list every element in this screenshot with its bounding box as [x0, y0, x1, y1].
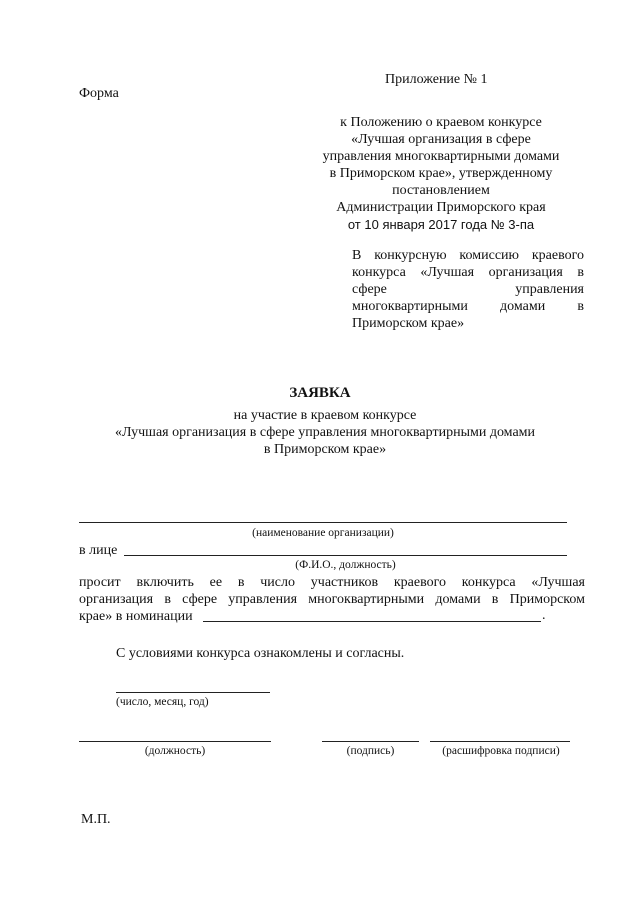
signature-field[interactable]: [322, 741, 419, 742]
nomination-label: крае» в номинации: [79, 609, 193, 624]
appendix-title: Приложение № 1: [385, 72, 488, 87]
request-line: просит включить ее в число участников краевого конкурса «Лучшая: [79, 575, 585, 590]
date-field[interactable]: [116, 692, 270, 693]
signature-decoding-caption: (расшифровка подписи): [442, 745, 560, 757]
org-name-caption: (наименование организации): [252, 527, 394, 539]
position-field[interactable]: [79, 741, 271, 742]
recipient-line: многоквартирными домами в: [352, 299, 584, 314]
appendix-line: управления многоквартирными домами: [322, 149, 560, 164]
person-field[interactable]: [124, 555, 567, 556]
recipient-line: конкурса «Лучшая организация в: [352, 265, 584, 280]
application-subtitle: [80, 407, 570, 458]
subtitle-line: на участие в краевом конкурсе: [233, 408, 417, 423]
signature-caption: (подпись): [346, 745, 395, 757]
appendix-line: постановлением: [392, 183, 490, 198]
recipient-line: Приморском крае»: [352, 316, 465, 331]
agreement-text: С условиями конкурса ознакомлены и согласны.: [116, 646, 405, 661]
subtitle-line: в Приморском крае»: [263, 442, 387, 457]
appendix-line: «Лучшая организация в сфере: [351, 132, 531, 147]
appendix-reference: [300, 114, 582, 233]
appendix-line: в Приморском крае», утвержденному: [329, 166, 553, 181]
person-label: в лице: [79, 543, 118, 558]
date-caption: (число, месяц, год): [116, 696, 209, 708]
appendix-line: к Положению о краевом конкурсе: [340, 115, 542, 130]
nomination-field[interactable]: [203, 621, 541, 622]
org-name-field[interactable]: [79, 522, 567, 523]
decree-line: от 10 января 2017 года № 3-па: [347, 217, 535, 232]
nomination-period: .: [542, 608, 546, 623]
request-line: организация в сфере управления многоквартирными домами в Приморском: [79, 592, 585, 607]
position-caption: (должность): [144, 745, 206, 757]
application-title: ЗАЯВКА: [289, 385, 351, 401]
person-caption: (Ф.И.О., должность): [295, 559, 396, 571]
form-label: Форма: [79, 86, 119, 101]
recipient-line: В конкурсную комиссию краевого: [352, 248, 584, 263]
appendix-line: Администрации Приморского края: [336, 200, 546, 215]
subtitle-line: «Лучшая организация в сфере управления многоквартирными домами: [114, 425, 536, 440]
stamp-place: М.П.: [81, 812, 111, 827]
recipient-block: [352, 247, 584, 332]
request-paragraph: [79, 574, 585, 625]
signature-decoding-field[interactable]: [430, 741, 570, 742]
recipient-line: сфере управления: [352, 282, 584, 297]
